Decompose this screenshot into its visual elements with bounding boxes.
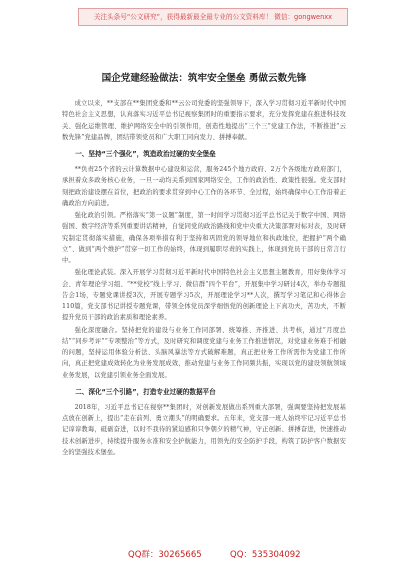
header-banner: 关注头条号“公文研究”，获得最新最全最专业的公文资料库！ 微信：gongwenxx — [78, 8, 348, 26]
qq-group: QQ群：30265665 — [128, 550, 202, 560]
paragraph: 强化政治引领。严格落实“第一议题”制度，第一时间学习贯彻习近平总书记关于数字中国、网络强国、数字经济等系列重要讲话精神，自觉同党的政治路线和党中央重大决策部署对标对表，及时研究制定贯彻落实措施，确保各项举措有利于坚持和巩固党的领导地位和执政地位，把握护“两个确立”、做到“两个维护”贯穿一切工作的始终，体现到履职尽责的实践上，体现到党员干部的日常言行中。 — [62, 212, 346, 264]
document-page — [62, 70, 346, 459]
section-heading: 二、深化“三个引路”，打造专业过硬的数据平台 — [75, 387, 216, 396]
paragraph: 成立以来，**支部在**集团党委和**云公司党委的坚强领导下，深入学习贯彻习近平新时代中国特色社会主义思想，认真落实习近平总书记视察集团时的重要指示要求，充分发挥党建在推进科技攻关、强化运维管理、维护网络安全中的引领作用，创造性地提出“三个三”党建工作法，不断推进“云数先锋”党建品牌，团结带领党员和广大职工同向发力、拼搏奉献。 — [62, 100, 346, 141]
paragraph: 强化深度融合。坚持把党的建设与业务工作同部署、统筹推、齐推进、共考核，通过“月度总结”“同步考评”“专项整治”等方式，及时研究和调度党建与业务工作推进情况，对党建业务难于相融的问题，坚持运用体验分析法、头脑风暴法等方式破解难题，真正把业务工作所需作为党建工作所向，真正把党建成效转化为业务发展成效，推动党建与业务工作同频共振，实现以党的建设领航领域业务发展，以党建引领业务全面发展。 — [62, 326, 346, 379]
paragraph: **负责25个省的云计算数据中心建设和运营，服务245个地方政府、2万个各级地方政府部门，承担着众多政务核心业务，一旦一动均关系到国家网络安全，工作的政治性、政策性很强。党支部时刻把政治建设摆在首位，把政治的要求贯穿到中心工作的各环节、全过程，始终确保中心工作沿着正确政治方向前进。 — [62, 166, 346, 207]
document-title: 国企党建经验做法：筑牢安全堡垒 勇做云数先锋 — [101, 73, 307, 84]
paragraph: 2018年，习近平总书记在视察**集团时，对创新发展做出系列重大部署，强调要坚持把发展基点放在创新上，提出“走在前列、勇立潮头”的明确要求。五年来，党支部一班人始终牢记习近平总书记谆谆教诲，砥砺奋进，以时不我待的紧迫感和只争朝夕的精气神，守正创新、拼搏奋进，快速推动技术创新进步，持续提升服务水准和安全护航能力，用领先的安全防护手段，构筑了防护客户数据安全的坚强技术堡垒。 — [62, 403, 346, 456]
qq-contact: QQ：535304092 — [230, 550, 301, 560]
paragraph: 强化理论武装。深入开展学习贯彻习近平新时代中国特色社会主义思想主题教育，用好集体学习会、青年理论学习组、“**党校”线上学习、微信群“四个平台”，开展集中学习研讨4次，举办专题报告会1场，专题党课讲授3次，开展专题学习5次，开展理论学习**人次，撰写学习笔记和心得体会110篇，党支部书记讲授专题党课，带领全体党员深学细悟党的创新理论上下真功夫，苦功夫，不断提升党员干部的政治素质和理论素养。 — [62, 269, 346, 322]
section-heading: 一、坚持“三个强化”，筑造政治过硬的安全堡垒 — [75, 150, 216, 158]
